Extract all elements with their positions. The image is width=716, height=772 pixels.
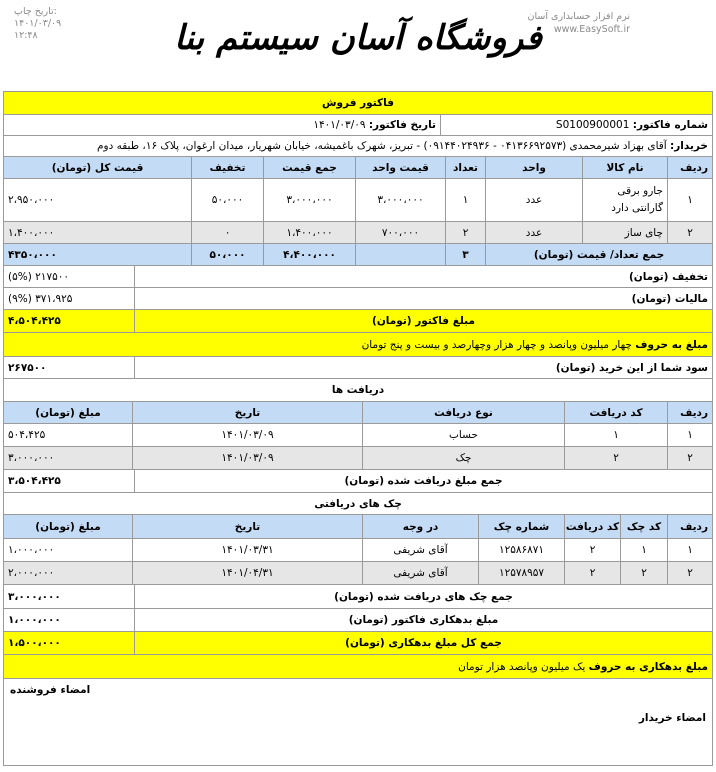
item-name: چای ساز — [624, 226, 663, 239]
cheque-number: ۱۲۵۸۶۸۷۱ — [478, 539, 564, 561]
cheque-date: ۱۴۰۱/۰۳/۳۱ — [132, 539, 362, 561]
cheque-code: ۲ — [620, 562, 667, 584]
invoice-debt-row — [3, 609, 713, 632]
receipts-title: دریافت ها — [331, 384, 385, 396]
items-col-qty: تعداد — [445, 157, 485, 178]
total-debt-label: جمع کل مبلغ بدهکاری (تومان) — [134, 632, 712, 654]
signature-area — [3, 679, 713, 766]
print-time: ۱۲:۴۸ — [14, 30, 38, 41]
table-row — [3, 562, 713, 585]
receipts-total: ۳،۵۰۴،۴۲۵ — [8, 475, 61, 487]
summary-tax-row — [3, 288, 713, 310]
item-unit-price: ۷۰۰،۰۰۰ — [355, 222, 445, 243]
receipt-amount: ۳،۰۰۰،۰۰۰ — [8, 452, 55, 464]
invoice-amount: ۴،۵۰۴،۴۲۵ — [8, 315, 61, 327]
receipt-date: ۱۴۰۱/۰۳/۰۹ — [132, 447, 362, 469]
items-col-name: نام کالا — [582, 157, 667, 178]
software-info — [528, 10, 630, 36]
items-totals-row — [3, 244, 713, 266]
invoice-date-cell — [4, 115, 440, 135]
page-header — [0, 0, 716, 90]
cheques-total: ۳،۰۰۰،۰۰۰ — [8, 590, 61, 603]
summary-tax-label: مالیات (تومان) — [134, 288, 712, 309]
print-date-label: تاریخ چاپ: — [14, 6, 57, 17]
software-name: نرم افزار حسابداری آسان — [527, 11, 630, 22]
cheques-title-row — [3, 493, 713, 515]
item-name-cell — [582, 222, 667, 243]
invoice-amount-label: مبلغ فاکتور (تومان) — [134, 310, 712, 332]
item-qty: ۲ — [445, 222, 485, 243]
item-row-number: ۲ — [667, 222, 712, 243]
summary-discount-value: ۲۱۷۵۰۰ (۵%) — [8, 270, 70, 283]
item-description: گارانتی دارد — [611, 202, 663, 214]
receipt-amount: ۵۰۴،۴۲۵ — [8, 429, 46, 441]
cheque-date: ۱۴۰۱/۰۴/۳۱ — [132, 562, 362, 584]
cheque-amount: ۱،۰۰۰،۰۰۰ — [8, 544, 55, 556]
profit-row — [3, 357, 713, 379]
debt-words-label: مبلغ بدهکاری به حروف — [588, 660, 708, 673]
amount-words-cell — [4, 333, 712, 356]
receipts-total-label: جمع مبلغ دریافت شده (تومان) — [134, 470, 712, 492]
invoice-date: ۱۴۰۱/۰۳/۰۹ — [313, 119, 366, 131]
receipts-col-row: ردیف — [667, 402, 712, 423]
item-sum: ۱،۴۰۰،۰۰۰ — [263, 222, 355, 243]
cheque-payee: آقای شریفی — [362, 562, 478, 584]
website-link[interactable]: www.EasySoft.ir — [553, 24, 630, 35]
items-col-unit: واحد — [485, 157, 582, 178]
cheques-title: چک های دریافتی — [314, 497, 402, 510]
debt-words: یک میلیون وپانصد هزار تومان — [458, 660, 586, 673]
receipts-col-code: کد دریافت — [564, 402, 667, 423]
receipt-row-number: ۱ — [667, 424, 712, 446]
item-qty: ۱ — [445, 179, 485, 221]
cheques-col-code: کد چک — [620, 515, 667, 538]
cheque-number: ۱۲۵۷۸۹۵۷ — [478, 562, 564, 584]
total-debt: ۱،۵۰۰،۰۰۰ — [8, 637, 61, 649]
table-row — [3, 539, 713, 562]
cheques-col-receipt-code: کد دریافت — [564, 515, 620, 538]
debt-words-row — [3, 655, 713, 679]
invoice-debt: ۱،۰۰۰،۰۰۰ — [8, 614, 61, 626]
invoice-amount-row — [3, 310, 713, 333]
item-row-number: ۱ — [667, 179, 712, 221]
invoice-date-label: تاریخ فاکتور: — [368, 119, 436, 131]
print-date: ۱۴۰۱/۰۳/۰۹ — [14, 18, 62, 29]
receipt-date: ۱۴۰۱/۰۳/۰۹ — [132, 424, 362, 446]
cheques-total-row — [3, 585, 713, 609]
cheques-col-date: تاریخ — [132, 515, 362, 538]
debt-words-cell — [4, 655, 712, 678]
item-unit: عدد — [485, 222, 582, 243]
receipts-title-row — [3, 379, 713, 402]
buyer-row — [3, 136, 713, 157]
total-debt-row — [3, 632, 713, 655]
item-unit: عدد — [485, 179, 582, 221]
buyer-signature: امضاء خریدار — [638, 712, 706, 724]
items-totals-label: جمع تعداد/ قیمت (تومان) — [485, 244, 712, 265]
summary-discount-row — [3, 266, 713, 288]
cheque-payee: آقای شریفی — [362, 539, 478, 561]
items-col-total: قیمت کل (تومان) — [51, 161, 144, 174]
item-name: جارو برقی — [617, 185, 663, 197]
items-totals-sum: ۴،۴۰۰،۰۰۰ — [263, 244, 355, 265]
receipts-header-row — [3, 402, 713, 424]
items-totals-discount: ۵۰،۰۰۰ — [191, 244, 263, 265]
cheques-col-row: ردیف — [667, 515, 712, 538]
items-totals-qty: ۳ — [445, 244, 485, 265]
cheques-total-label: جمع چک های دریافت شده (تومان) — [134, 585, 712, 608]
receipts-total-row — [3, 470, 713, 493]
items-totals-total: ۴۳۵۰،۰۰۰ — [8, 248, 57, 261]
item-sum: ۳،۰۰۰،۰۰۰ — [263, 179, 355, 221]
table-row — [3, 179, 713, 222]
cheque-receipt-code: ۲ — [564, 539, 620, 561]
item-unit-price: ۳،۰۰۰،۰۰۰ — [355, 179, 445, 221]
buyer-cell — [4, 136, 712, 156]
profit-label: سود شما از این خرید (تومان) — [134, 357, 712, 378]
cheques-col-number: شماره چک — [478, 515, 564, 538]
amount-words-row — [3, 333, 713, 357]
invoice — [3, 91, 713, 766]
store-name: فروشگاه آسان سیستم بنا — [174, 18, 542, 58]
receipts-col-amount: مبلغ (تومان) — [35, 406, 101, 419]
receipt-type: چک — [362, 447, 564, 469]
invoice-number-cell — [440, 115, 712, 135]
cheque-code: ۱ — [620, 539, 667, 561]
receipts-col-date: تاریخ — [132, 402, 362, 423]
amount-words-label: مبلغ به حروف — [635, 338, 708, 351]
cheque-receipt-code: ۲ — [564, 562, 620, 584]
items-col-discount: تخفیف — [191, 157, 263, 178]
invoice-number: S0100900001 — [555, 119, 630, 131]
invoice-number-label: شماره فاکتور: — [632, 119, 708, 131]
receipt-row-number: ۲ — [667, 447, 712, 469]
cheque-row-number: ۲ — [667, 562, 712, 584]
invoice-title-row — [3, 91, 713, 115]
receipt-code: ۲ — [564, 447, 667, 469]
cheques-col-payee: در وجه — [362, 515, 478, 538]
items-col-sum: جمع قیمت — [263, 157, 355, 178]
profit-value: ۲۶۷۵۰۰ — [8, 361, 47, 374]
cheques-col-amount: مبلغ (تومان) — [35, 520, 101, 533]
table-row — [3, 424, 713, 447]
table-row — [3, 447, 713, 470]
receipt-code: ۱ — [564, 424, 667, 446]
receipt-type: حساب — [362, 424, 564, 446]
invoice-debt-label: مبلغ بدهکاری فاکتور (تومان) — [134, 609, 712, 631]
item-total: ۱،۴۰۰،۰۰۰ — [8, 226, 55, 239]
items-header-row — [3, 157, 713, 179]
items-col-unit-price: قیمت واحد — [355, 157, 445, 178]
cheques-header-row — [3, 515, 713, 539]
items-col-row: ردیف — [667, 157, 712, 178]
seller-signature: امضاء فروشنده — [10, 684, 91, 696]
item-name-cell — [582, 179, 667, 221]
buyer-info: آقای بهزاد شیرمحمدی (۰۴۱۳۶۶۹۲۵۷۳ - ۰۹۱۴۴۰۲۴۹۳۶) - تبریز، شهرک باغمیشه، خیابان شهریار، میدان ارغوان، پلاک ۱۶، طبقه دوم — [97, 140, 667, 152]
table-row — [3, 222, 713, 244]
buyer-label: خریدار: — [670, 140, 708, 152]
invoice-title: فاکتور فروش — [322, 97, 394, 109]
item-total: ۲،۹۵۰،۰۰۰ — [8, 194, 55, 206]
summary-discount-label: تخفیف (تومان) — [134, 266, 712, 287]
cheque-amount: ۲،۰۰۰،۰۰۰ — [8, 567, 55, 579]
cheque-row-number: ۱ — [667, 539, 712, 561]
amount-words: چهار میلیون وپانصد و چهار هزار وچهارصد و بیست و پنج تومان — [361, 338, 632, 351]
invoice-meta-row — [3, 115, 713, 136]
item-discount: ۰ — [191, 222, 263, 243]
item-discount: ۵۰،۰۰۰ — [191, 179, 263, 221]
summary-tax-value: ۳۷۱،۹۲۵ (۹%) — [8, 292, 73, 305]
receipts-col-type: نوع دریافت — [362, 402, 564, 423]
